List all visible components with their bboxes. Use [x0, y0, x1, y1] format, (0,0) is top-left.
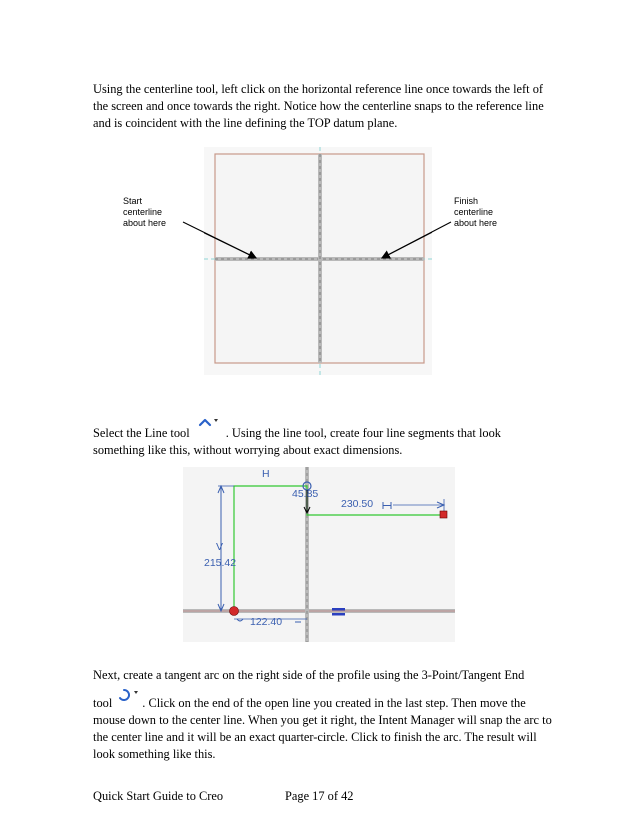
angle-dimension-value: 45.85 [292, 488, 319, 500]
v-constraint-label: V [216, 541, 224, 553]
line-endpoint-marker [440, 511, 447, 518]
footer-page-number: Page 17 of 42 [285, 789, 354, 803]
start-point-marker [230, 607, 239, 616]
paragraph-tangent-arc: Next, create a tangent arc on the right side of the profile using the 3-Point/Tangent End tool . Click on the end of the open line you created in the last step. Then move the mouse down to the center line. When you get it right, the Intent Manager will snap the arc to the center line and it will be an exact quarter-circle. Click to finish the arc. The result will look something like this. [93, 668, 552, 761]
v-dimension-value: 215.42 [204, 557, 237, 569]
figure-four-line-segments [183, 467, 455, 642]
finish-centerline-label: Finish centerline about here [454, 196, 498, 228]
line-tool-icon [190, 416, 226, 430]
finish-centerline-arrow [382, 222, 451, 258]
start-centerline-arrow [183, 222, 256, 258]
footer-guide-title: Quick Start Guide to Creo [93, 789, 224, 803]
start-centerline-label: Start centerline about here [123, 196, 167, 228]
right-length-value: 230.50 [341, 498, 374, 510]
h-constraint-top: H [262, 468, 270, 480]
arc-tool-icon [112, 688, 142, 702]
bottom-length-value: 122.40 [250, 616, 283, 628]
paragraph-line-tool: Select the Line tool . Using the line tool, create four line segments that look something like this, without worrying about exact dimensions. [93, 424, 553, 459]
paragraph-centerline-instructions: Using the centerline tool, left click on the horizontal reference line once towards the left of the screen and once towards the right. Notice how the centerline snaps to the reference line and is coincident with the line defining the TOP datum plane. [93, 82, 544, 130]
